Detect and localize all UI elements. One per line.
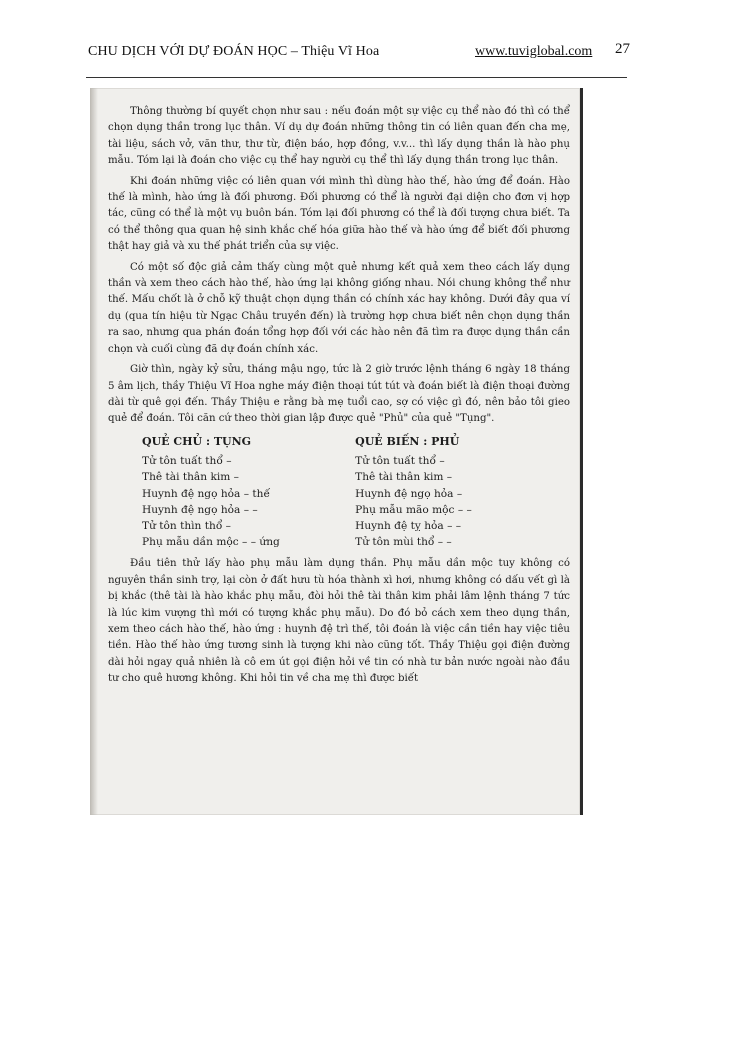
hexagram-line: Tử tôn tuất thổ –: [355, 455, 445, 468]
hexagram-line: Huynh đệ tỵ hỏa – –: [355, 519, 462, 532]
scan-shadow: [90, 88, 98, 815]
hexagram-line: Huynh đệ ngọ hỏa –: [355, 487, 463, 500]
hexagram-line: Huynh đệ ngọ hỏa – –: [142, 503, 258, 516]
running-title: CHU DỊCH VỚI DỰ ĐOÁN HỌC – Thiệu Vĩ Hoa: [88, 44, 380, 59]
page-number: 27: [615, 41, 630, 57]
hexagram-line: Tử tôn thìn thổ –: [142, 519, 231, 532]
hexagram-line: Tử tôn tuất thổ –: [142, 455, 232, 468]
website-link[interactable]: www.tuviglobal.com: [475, 44, 593, 59]
hexagram-line: Phụ mẫu dần mộc – – ứng: [142, 536, 280, 549]
header-rule: [86, 77, 627, 78]
hexagram-line: Huynh đệ ngọ hỏa – thế: [142, 487, 270, 500]
hexagram-changed-title: QUẺ BIẾN : PHỦ: [355, 434, 460, 448]
hexagram-changed: [325, 434, 570, 551]
hexagram-line: Tử tôn mùi thổ – –: [355, 536, 452, 549]
hexagram-line: Phụ mẫu mão mộc – –: [355, 503, 472, 516]
hexagram-table: [108, 434, 570, 551]
paragraph: Thông thường bí quyết chọn như sau : nếu đoán một sự việc cụ thể nào đó thì có thể chọn dụng thần trong lục thân. Ví dụ dự đoán những thông tin có liên quan đến cha mẹ, tài liệu, sách vở, văn thư, thư từ, điện báo, hợp đồng, v.v... thì lấy dụng thần là hào phụ mẫu. Tóm lại là đoán cho việc cụ thể hay người cụ thể thì lấy dụng thần trong lục thân.: [108, 106, 570, 167]
paragraph: Đầu tiên thử lấy hào phụ mẫu làm dụng thần. Phụ mẫu dần mộc tuy không có nguyên thần sinh trợ, lại còn ở đất hưu tù hóa thành xì hơi, nhưng không có dấu vết gì là bị khắc (thê tài là hào khắc phụ mẫu, đòi hỏi thê tài thân kim phải lâm lệnh tháng 7 tức là lúc kim vượng thì mới có tượng khắc phụ mẫu). Do đó bỏ cách xem theo dụng thần, xem theo cách hào thế, hào ứng : huynh đệ trì thế, tôi đoán là việc cần tiền hay việc tiêu tiền. Hào thế hào ứng tương sinh là tượng khi nào cũng tốt. Thầy Thiệu gọi điện đường dài hỏi ngay quả nhiên là cô em út gọi điện hỏi về tin có nhà tư bản nước ngoài nào đầu tư cho quê hương không. Khi hỏi tin về cha mẹ thì được biết: [108, 558, 570, 685]
scanned-page-image: [90, 88, 580, 815]
hexagram-line: Thê tài thân kim –: [355, 471, 453, 484]
paragraph: Giờ thìn, ngày kỷ sửu, tháng mậu ngọ, tức là 2 giờ trước lệnh tháng 6 ngày 18 tháng 5 âm lịch, thầy Thiệu Vĩ Hoa nghe máy điện thoại tút tút và đoán biết là điện thoại đường dài từ quê gọi đến. Thầy Thiệu e rằng bà mẹ tuổi cao, sợ có việc gì đó, nên bảo tôi gieo quẻ để đoán. Tôi căn cứ theo thời gian lập được quẻ "Phủ" của quẻ "Tụng".: [108, 364, 570, 425]
hexagram-main: [108, 434, 325, 551]
hexagram-main-title: QUẺ CHỦ : TỤNG: [142, 434, 252, 448]
page-header: [88, 41, 630, 78]
hexagram-line: Thê tài thân kim –: [142, 471, 239, 484]
paragraph: Có một số độc giả cảm thấy cùng một quẻ nhưng kết quả xem theo cách lấy dụng thần và xem theo cách hào thế, hào ứng lại không giống nhau. Nói chung không thể như thế. Mấu chốt là ở chỗ kỹ thuật chọn dụng thần có chính xác hay không. Dưới đây qua ví dụ (qua tín hiệu từ Ngạc Châu truyền đến) là trường hợp chưa biết nên chọn dụng thần ra sao, nhưng qua phán đoán tổng hợp đối với các hào nên đã tìm ra được dụng thần cần chọn và cuối cùng đã dự đoán chính xác.: [108, 261, 570, 355]
scanned-text-body: [108, 104, 570, 692]
paragraph: Khi đoán những việc có liên quan với mình thì dùng hào thế, hào ứng để đoán. Hào thế là mình, hào ứng là đối phương. Đối phương có thể là người đại diện cho đơn vị hợp tác, cũng có thể là một vụ buôn bán. Tóm lại đối phương có thể là đối tượng chưa biết. Ta có thể thông qua quan hệ sinh khắc chế hóa giữa hào thế và hào ứng để biết đối phương thật hay giả và xu thế phát triển của sự việc.: [108, 175, 570, 253]
scan-border-right: [580, 88, 583, 815]
